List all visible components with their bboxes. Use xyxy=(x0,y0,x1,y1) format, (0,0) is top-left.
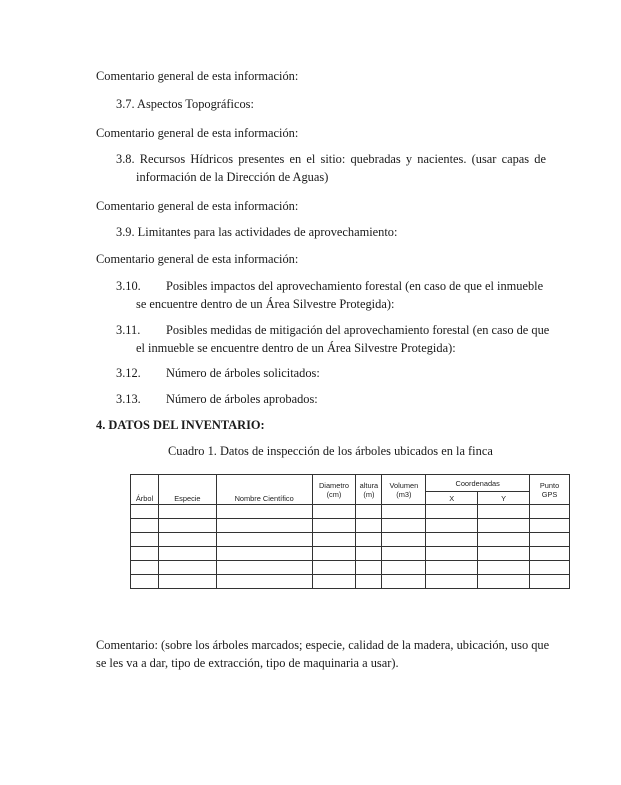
header-altura-unit: (m) xyxy=(363,489,375,499)
table-cell xyxy=(478,547,530,561)
table-cell xyxy=(312,505,356,519)
table-cell xyxy=(312,561,356,575)
table-cell xyxy=(478,533,530,547)
header-coordenadas: Coordenadas xyxy=(426,475,530,492)
table-cell xyxy=(478,575,530,589)
table-cell xyxy=(426,533,478,547)
table-cell xyxy=(216,519,312,533)
header-arbol: Árbol xyxy=(131,475,159,505)
header-volumen xyxy=(382,475,426,505)
table-cell xyxy=(131,533,159,547)
table-cell xyxy=(382,533,426,547)
table-cell xyxy=(382,575,426,589)
table-cell xyxy=(356,519,382,533)
header-nombre-cientifico: Nombre Científico xyxy=(216,475,312,505)
section-4-heading: 4. DATOS DEL INVENTARIO: xyxy=(96,418,265,432)
table-cell xyxy=(216,561,312,575)
item-3-8-line2: información de la Dirección de Aguas) xyxy=(136,170,329,184)
table-cell xyxy=(158,505,216,519)
table-cell xyxy=(530,547,570,561)
item-3-8-line1: 3.8. Recursos Hídricos presentes en el sitio: quebradas y nacientes. (usar capas de xyxy=(116,152,546,166)
table-cell xyxy=(382,519,426,533)
header-diametro-label: Diametro xyxy=(318,480,349,490)
header-y: Y xyxy=(478,492,530,505)
item-3-7-topographic: 3.7. Aspectos Topográficos: xyxy=(116,97,254,111)
header-altura-label: altura xyxy=(359,480,379,490)
table-cell xyxy=(131,547,159,561)
table-cell xyxy=(312,547,356,561)
table-cell xyxy=(216,533,312,547)
table-cell xyxy=(478,505,530,519)
item-3-13-approved-trees xyxy=(116,390,546,408)
item-3-11-number: 3.11. xyxy=(116,323,141,337)
table-cell xyxy=(131,575,159,589)
header-diametro-unit: (cm) xyxy=(326,489,342,499)
header-diametro xyxy=(312,475,356,505)
table-row xyxy=(131,533,570,547)
item-3-9-limitations: 3.9. Limitantes para las actividades de aprovechamiento: xyxy=(116,225,398,239)
closing-comment-line2: se les va a dar, tipo de extracción, tipo de maquinaria a usar). xyxy=(96,656,399,670)
table-cell xyxy=(426,575,478,589)
table-header-row-1 xyxy=(131,475,570,492)
table-cell xyxy=(158,575,216,589)
table-row xyxy=(131,575,570,589)
table-cell xyxy=(131,519,159,533)
table-cell xyxy=(382,561,426,575)
table-cell xyxy=(216,575,312,589)
table-cell xyxy=(530,561,570,575)
item-3-11-mitigation xyxy=(116,321,550,357)
table-cell xyxy=(312,519,356,533)
closing-comment-line1: Comentario: (sobre los árboles marcados; especie, calidad de la madera, ubicación, uso que xyxy=(96,638,550,652)
table-cell xyxy=(158,561,216,575)
table-cell xyxy=(158,533,216,547)
table-cell xyxy=(356,547,382,561)
item-3-13-number: 3.13. xyxy=(116,392,141,406)
item-3-10-impacts xyxy=(116,277,546,313)
table-row xyxy=(131,519,570,533)
table-cell xyxy=(312,575,356,589)
table-cell xyxy=(216,547,312,561)
table-cell xyxy=(356,561,382,575)
item-3-10-line2: se encuentre dentro de un Área Silvestre Protegida): xyxy=(136,297,395,311)
table-cell xyxy=(356,575,382,589)
table-cell xyxy=(426,547,478,561)
table-cell xyxy=(131,561,159,575)
comment-general-3: Comentario general de esta información: xyxy=(96,199,299,213)
item-3-12-requested-trees xyxy=(116,364,546,382)
table-cell xyxy=(426,519,478,533)
table-cell xyxy=(382,547,426,561)
table-cell xyxy=(426,561,478,575)
table-caption: Cuadro 1. Datos de inspección de los árboles ubicados en la finca xyxy=(168,444,493,458)
item-3-11-line1: Posibles medidas de mitigación del aprovechamiento forestal (en caso de que xyxy=(166,323,550,337)
header-especie: Especie xyxy=(158,475,216,505)
table-cell xyxy=(530,533,570,547)
item-3-13-text: Número de árboles aprobados: xyxy=(166,392,318,406)
table-cell xyxy=(382,505,426,519)
inventory-table-body xyxy=(131,505,570,589)
table-cell xyxy=(131,505,159,519)
table-row xyxy=(131,547,570,561)
table-cell xyxy=(530,505,570,519)
table-cell xyxy=(356,533,382,547)
table-cell xyxy=(530,519,570,533)
header-punto-label: Punto xyxy=(539,480,560,490)
item-3-10-line1: Posibles impactos del aprovechamiento forestal (en caso de que el inmueble xyxy=(166,279,544,293)
header-altura xyxy=(356,475,382,505)
header-gps-label: GPS xyxy=(541,489,558,499)
header-volumen-unit: (m3) xyxy=(396,489,412,499)
table-cell xyxy=(158,519,216,533)
item-3-11-line2: el inmueble se encuentre dentro de un Área Silvestre Protegida): xyxy=(136,341,456,355)
table-row xyxy=(131,505,570,519)
table-cell xyxy=(530,575,570,589)
header-x: X xyxy=(426,492,478,505)
comment-general-1: Comentario general de esta información: xyxy=(96,69,299,83)
item-3-10-number: 3.10. xyxy=(116,279,141,293)
table-cell xyxy=(478,561,530,575)
table-cell xyxy=(478,519,530,533)
item-3-12-text: Número de árboles solicitados: xyxy=(166,366,320,380)
table-cell xyxy=(216,505,312,519)
table-cell xyxy=(158,547,216,561)
table-cell xyxy=(312,533,356,547)
table-cell xyxy=(426,505,478,519)
table-row xyxy=(131,561,570,575)
header-volumen-label: Volumen xyxy=(389,480,419,490)
inventory-table xyxy=(130,474,570,589)
table-cell xyxy=(356,505,382,519)
comment-general-4: Comentario general de esta información: xyxy=(96,252,299,266)
comment-general-2: Comentario general de esta información: xyxy=(96,126,299,140)
item-3-8-water-resources xyxy=(116,150,546,186)
item-3-12-number: 3.12. xyxy=(116,366,141,380)
closing-comment xyxy=(96,636,548,672)
header-punto-gps xyxy=(530,475,570,505)
